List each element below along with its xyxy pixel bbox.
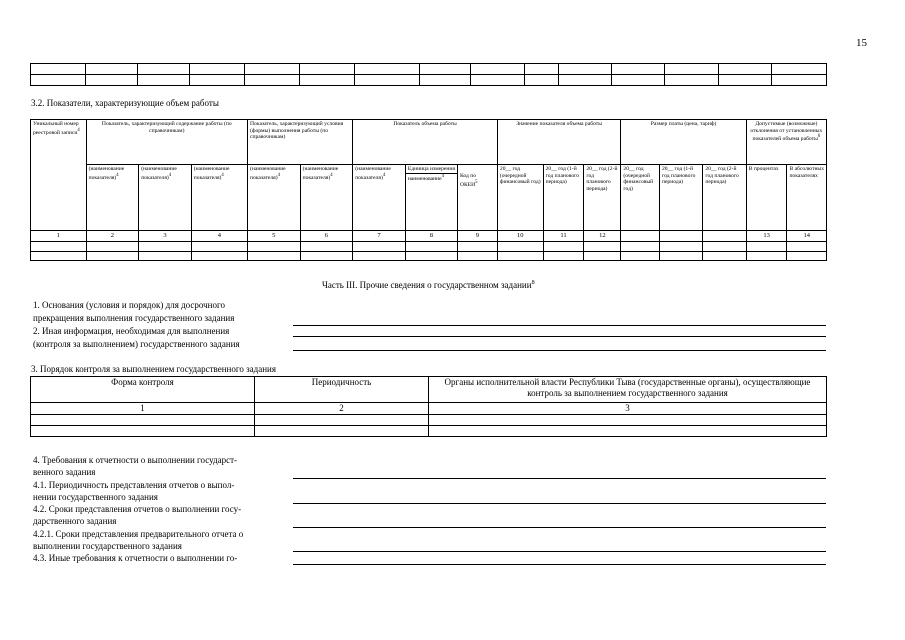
header-fee-first: 20__ год (1-й год планового периода) bbox=[659, 165, 702, 231]
table-row bbox=[31, 426, 827, 437]
col-num: 6 bbox=[300, 231, 353, 242]
header-fee-current: 20__ год (очередной финансовый год) bbox=[621, 165, 660, 231]
header-year-current: 20__ год (очередной финансовый год) bbox=[497, 165, 543, 231]
col-num: 14 bbox=[787, 231, 827, 242]
fill-line bbox=[293, 564, 826, 565]
header-fee: Размер платы (цена, тариф) bbox=[621, 120, 746, 165]
col-num: 13 bbox=[746, 231, 787, 242]
control-section-title: 3. Порядок контроля за выполнением государственного задания bbox=[31, 364, 276, 374]
fill-line bbox=[293, 527, 826, 528]
part-3-item-1: 1. Основания (условия и порядок) для досрочного прекращения выполнения государственного задания bbox=[33, 300, 235, 323]
part-3-title: Часть III. Прочие сведения о государственном задании$^8$ bbox=[322, 280, 535, 290]
col-num bbox=[703, 231, 746, 242]
col-num bbox=[621, 231, 660, 242]
section-4-text: 4. Требования к отчетности о выполнении государст- венного задания 4.1. Периодичность представления отчетов о выпол- нении государственного задания 4.2. Сроки представления отчетов о выполнении госу- дарственного задания 4.2.1. Сроки представления предварительного отчета о выполнении государственного задания 4.3. Иные требования к отчетности о выполнении го- bbox=[33, 455, 244, 564]
page-number: 15 bbox=[856, 37, 867, 49]
col-num: 12 bbox=[584, 231, 621, 242]
fill-line bbox=[293, 551, 826, 552]
col-num: 5 bbox=[248, 231, 301, 242]
header-control-form: Форма контроля bbox=[31, 377, 255, 403]
table-row bbox=[31, 242, 827, 252]
work-volume-table bbox=[30, 119, 827, 261]
header-name-2: (наименование показателя)$^4$ bbox=[139, 165, 192, 231]
col-num: 4 bbox=[191, 231, 247, 242]
col-num: 9 bbox=[457, 231, 497, 242]
fill-line bbox=[293, 325, 826, 326]
table-row bbox=[31, 252, 827, 261]
col-num: 10 bbox=[497, 231, 543, 242]
col-num: 11 bbox=[543, 231, 584, 242]
fill-line bbox=[293, 478, 826, 479]
col-num: 1 bbox=[31, 403, 255, 415]
header-unit: Единица измерения наименование$^4$ bbox=[405, 165, 457, 231]
header-name-4: (наименование показателя)$^4$ bbox=[248, 165, 301, 231]
fill-line bbox=[293, 350, 826, 351]
header-control-organs: Органы исполнительной власти Республики Тыва (государственные органы), осуществляющие контроль за выполнением государственного задания bbox=[429, 377, 827, 403]
col-num: 2 bbox=[86, 231, 139, 242]
header-conditions-indicator: Показатель, характеризующий условия (формы) выполнения работы (по справочникам) bbox=[248, 120, 353, 165]
header-volume-value: Значение показателя объема работы bbox=[497, 120, 621, 165]
header-name-1: (наименование показателя)$^4$ bbox=[86, 165, 139, 231]
header-content-indicator: Показатель, характеризующий содержание работы (по справочникам) bbox=[86, 120, 247, 165]
header-name-5: (наименование показателя)$^4$ bbox=[300, 165, 353, 231]
header-fee-second: 20__ год (2-й год планового периода) bbox=[703, 165, 746, 231]
col-num: 1 bbox=[31, 231, 87, 242]
header-in-absolute: В абсолютных показателях bbox=[787, 165, 827, 231]
header-year-first: 20__ год (1-й год планового периода) bbox=[543, 165, 584, 231]
header-control-period: Периодичность bbox=[255, 377, 429, 403]
col-num: 7 bbox=[353, 231, 406, 242]
header-deviations: Допустимые (возможные) отклонения от установленных показателей объема работы$^6$ bbox=[746, 120, 826, 165]
header-name-6: (наименование показателя)$^4$ bbox=[353, 165, 406, 231]
control-table bbox=[30, 376, 827, 437]
header-in-percent: В процентах bbox=[746, 165, 787, 231]
header-year-second: 20__ год (2-й год планового периода) bbox=[584, 165, 621, 231]
col-num: 3 bbox=[429, 403, 827, 415]
header-volume-indicator: Показатель объема работы bbox=[353, 120, 498, 165]
col-num: 2 bbox=[255, 403, 429, 415]
col-num: 8 bbox=[405, 231, 457, 242]
table-row bbox=[31, 415, 827, 426]
header-unique-number: Уникальный номер реестровой записи$^4$ bbox=[31, 120, 87, 231]
col-num bbox=[659, 231, 702, 242]
part-3-item-2: 2. Иная информация, необходимая для выполнения (контроля за выполнением) государственного задания bbox=[33, 326, 240, 349]
header-name-3: (наименование показателя)$^4$ bbox=[191, 165, 247, 231]
fill-line bbox=[293, 336, 826, 337]
section-3-2-title: 3.2. Показатели, характеризующие объем работы bbox=[31, 98, 219, 108]
continuation-table bbox=[30, 63, 827, 86]
col-num: 3 bbox=[139, 231, 192, 242]
header-okei: Код по ОКЕИ$^5$ bbox=[457, 165, 497, 231]
fill-line bbox=[293, 503, 826, 504]
